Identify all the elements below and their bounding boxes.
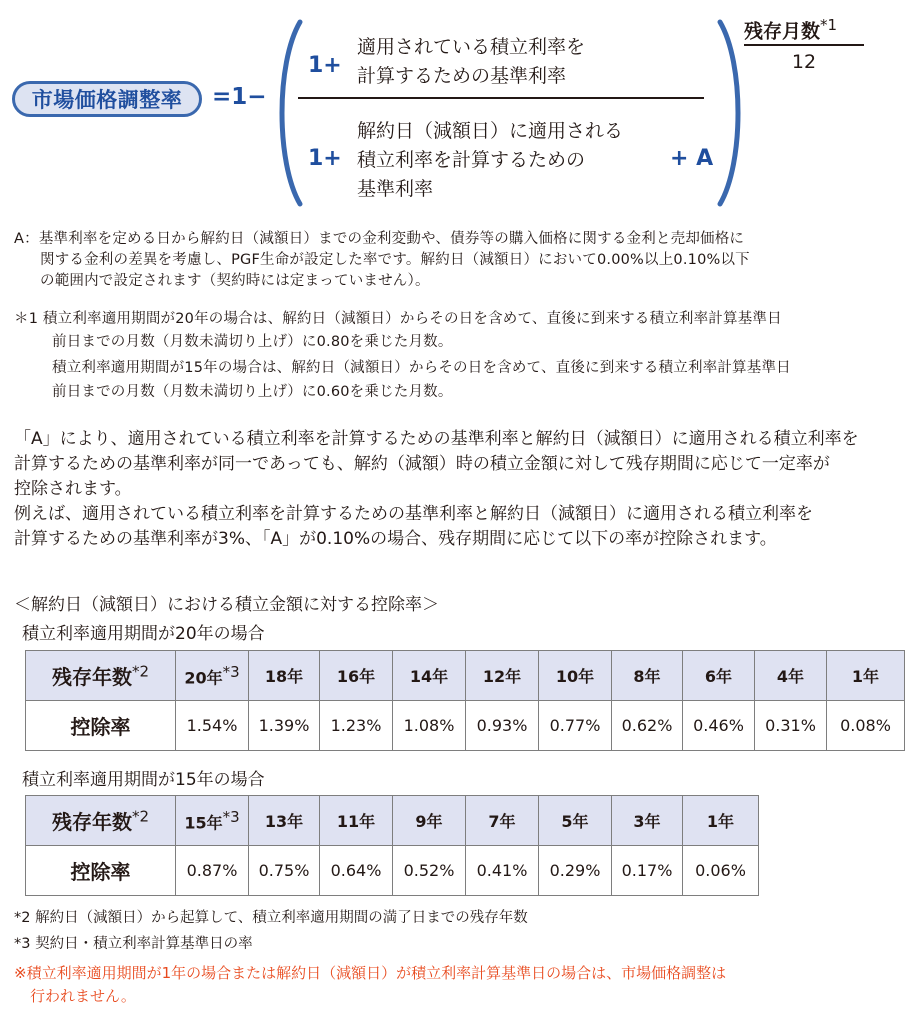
rate-cell: 0.93%	[466, 701, 539, 751]
note-1-line: 前日までの月数（月数未満切り上げ）に0.60を乗じた月数。	[52, 384, 453, 400]
table-row	[26, 701, 905, 751]
numerator-text-line: 適用されている積立利率を	[357, 36, 586, 58]
row-label-years-text: 残存年数	[51, 810, 132, 834]
footnote-mark: *2	[131, 662, 150, 681]
note-1-line: 前日までの月数（月数未満切り上げ）に0.80を乗じた月数。	[52, 334, 453, 350]
row-label-years-text: 残存年数	[51, 665, 132, 689]
rate-cell: 0.87%	[176, 846, 249, 896]
exponent-numerator-text: 残存月数	[744, 20, 821, 43]
numerator-one-plus: 1+	[308, 53, 342, 78]
note-a-line: A：基準利率を定める日から解約日（減額日）までの金利変動や、債券等の購入価格に関する金利と売却価格に	[14, 231, 745, 247]
year-cell: 3年	[612, 796, 683, 846]
plus-a-term: + A	[670, 146, 714, 171]
exponent-numerator	[744, 16, 837, 43]
formula-equals: =1−	[212, 84, 267, 110]
table-15-caption: 積立利率適用期間が15年の場合	[22, 770, 265, 790]
rate-cell: 0.29%	[539, 846, 612, 896]
section-title: ＜解約日（減額日）における積立金額に対する控除率＞	[14, 595, 439, 615]
paragraph-line: 例えば、適用されている積立利率を計算するための基準利率と解約日（減額日）に適用される積立利率を	[14, 504, 813, 524]
row-label-years	[26, 796, 176, 846]
footnote-mark: *3	[222, 662, 240, 681]
exponent-denominator: 12	[791, 51, 817, 73]
paragraph-line: 「A」により、適用されている積立利率を計算するための基準利率と解約日（減額日）に適用される積立利率を	[14, 429, 859, 449]
rate-cell: 0.17%	[612, 846, 683, 896]
year-cell: 8年	[612, 651, 683, 701]
warning-line: 行われません。	[30, 987, 136, 1005]
paragraph-line: 計算するための基準利率が同一であっても、解約（減額）時の積立金額に対して残存期間に応じて一定率が	[14, 454, 830, 474]
table-20-caption: 積立利率適用期間が20年の場合	[22, 624, 265, 644]
table-row	[26, 846, 759, 896]
year-cell	[176, 796, 249, 846]
rate-cell: 0.08%	[827, 701, 905, 751]
rate-cell: 0.46%	[683, 701, 755, 751]
year-cell: 5年	[539, 796, 612, 846]
rate-cell: 0.52%	[393, 846, 466, 896]
note-a-line: 関する金利の差異を考慮し、PGF生命が設定した率です。解約日（減額日）において0.00%以上0.10%以下	[40, 252, 750, 268]
table-row	[26, 796, 759, 846]
denominator-text	[357, 117, 623, 204]
year-cell: 6年	[683, 651, 755, 701]
footnote-2: *2 解約日（減額日）から起算して、積立利率適用期間の満了日までの残存年数	[14, 910, 528, 926]
year-cell: 12年	[466, 651, 539, 701]
year-cell-text: 20年	[184, 668, 223, 688]
row-label-rate: 控除率	[26, 701, 176, 751]
rate-cell: 1.23%	[320, 701, 393, 751]
year-cell: 18年	[249, 651, 320, 701]
rate-cell: 0.31%	[755, 701, 827, 751]
year-cell: 14年	[393, 651, 466, 701]
denominator-one-plus: 1+	[308, 146, 342, 171]
year-cell: 1年	[683, 796, 759, 846]
paragraph-line: 控除されます。	[14, 479, 132, 499]
rate-cell: 1.54%	[176, 701, 249, 751]
note-1-line: ＊1 積立利率適用期間が20年の場合は、解約日（減額日）からその日を含めて、直後に到来する積立利率計算基準日	[14, 311, 782, 327]
rate-cell: 0.06%	[683, 846, 759, 896]
rate-cell: 0.75%	[249, 846, 320, 896]
explanation-paragraph	[14, 427, 904, 552]
fraction-bar	[298, 97, 704, 99]
footnote-mark: *3	[222, 807, 240, 826]
rate-cell: 1.39%	[249, 701, 320, 751]
numerator-text-line: 計算するための基準利率	[357, 65, 567, 87]
rate-table-15	[25, 795, 759, 896]
footnote-mark: *2	[131, 807, 150, 826]
year-cell-text: 15年	[184, 813, 223, 833]
footnote-3: *3 契約日・積立利率計算基準日の率	[14, 936, 253, 952]
year-cell: 16年	[320, 651, 393, 701]
rate-table-20	[25, 650, 905, 751]
year-cell: 4年	[755, 651, 827, 701]
warning-note	[14, 962, 904, 1008]
exponent-mark: *1	[820, 16, 838, 34]
formula-label-badge: 市場価格調整率	[12, 81, 202, 117]
year-cell: 7年	[466, 796, 539, 846]
paragraph-line: 計算するための基準利率が3%、「A」が0.10%の場合、残存期間に応じて以下の率が控除されます。	[14, 529, 777, 549]
right-paren-icon	[714, 18, 750, 208]
note-1-line: 積立利率適用期間が15年の場合は、解約日（減額日）からその日を含めて、直後に到来する積立利率計算基準日	[52, 360, 791, 376]
exponent-fraction-bar	[744, 44, 864, 46]
note-a-line: の範囲内で設定されます（契約時には定まっていません）。	[40, 273, 430, 289]
rate-cell: 0.41%	[466, 846, 539, 896]
year-cell: 10年	[539, 651, 612, 701]
warning-line: ※積立利率適用期間が1年の場合または解約日（減額日）が積立利率計算基準日の場合は、市場価格調整は	[14, 964, 727, 982]
denominator-text-line: 解約日（減額日）に適用される	[357, 120, 624, 142]
rate-cell: 1.08%	[393, 701, 466, 751]
denominator-text-line: 積立利率を計算するための	[357, 149, 586, 171]
year-cell: 11年	[320, 796, 393, 846]
rate-cell: 0.64%	[320, 846, 393, 896]
year-cell: 1年	[827, 651, 905, 701]
denominator-text-line: 基準利率	[357, 178, 434, 200]
row-label-rate: 控除率	[26, 846, 176, 896]
year-cell: 9年	[393, 796, 466, 846]
year-cell	[176, 651, 249, 701]
row-label-years	[26, 651, 176, 701]
rate-cell: 0.77%	[539, 701, 612, 751]
year-cell: 13年	[249, 796, 320, 846]
left-paren-icon	[270, 18, 306, 208]
numerator-text	[357, 33, 585, 91]
rate-cell: 0.62%	[612, 701, 683, 751]
table-row	[26, 651, 905, 701]
